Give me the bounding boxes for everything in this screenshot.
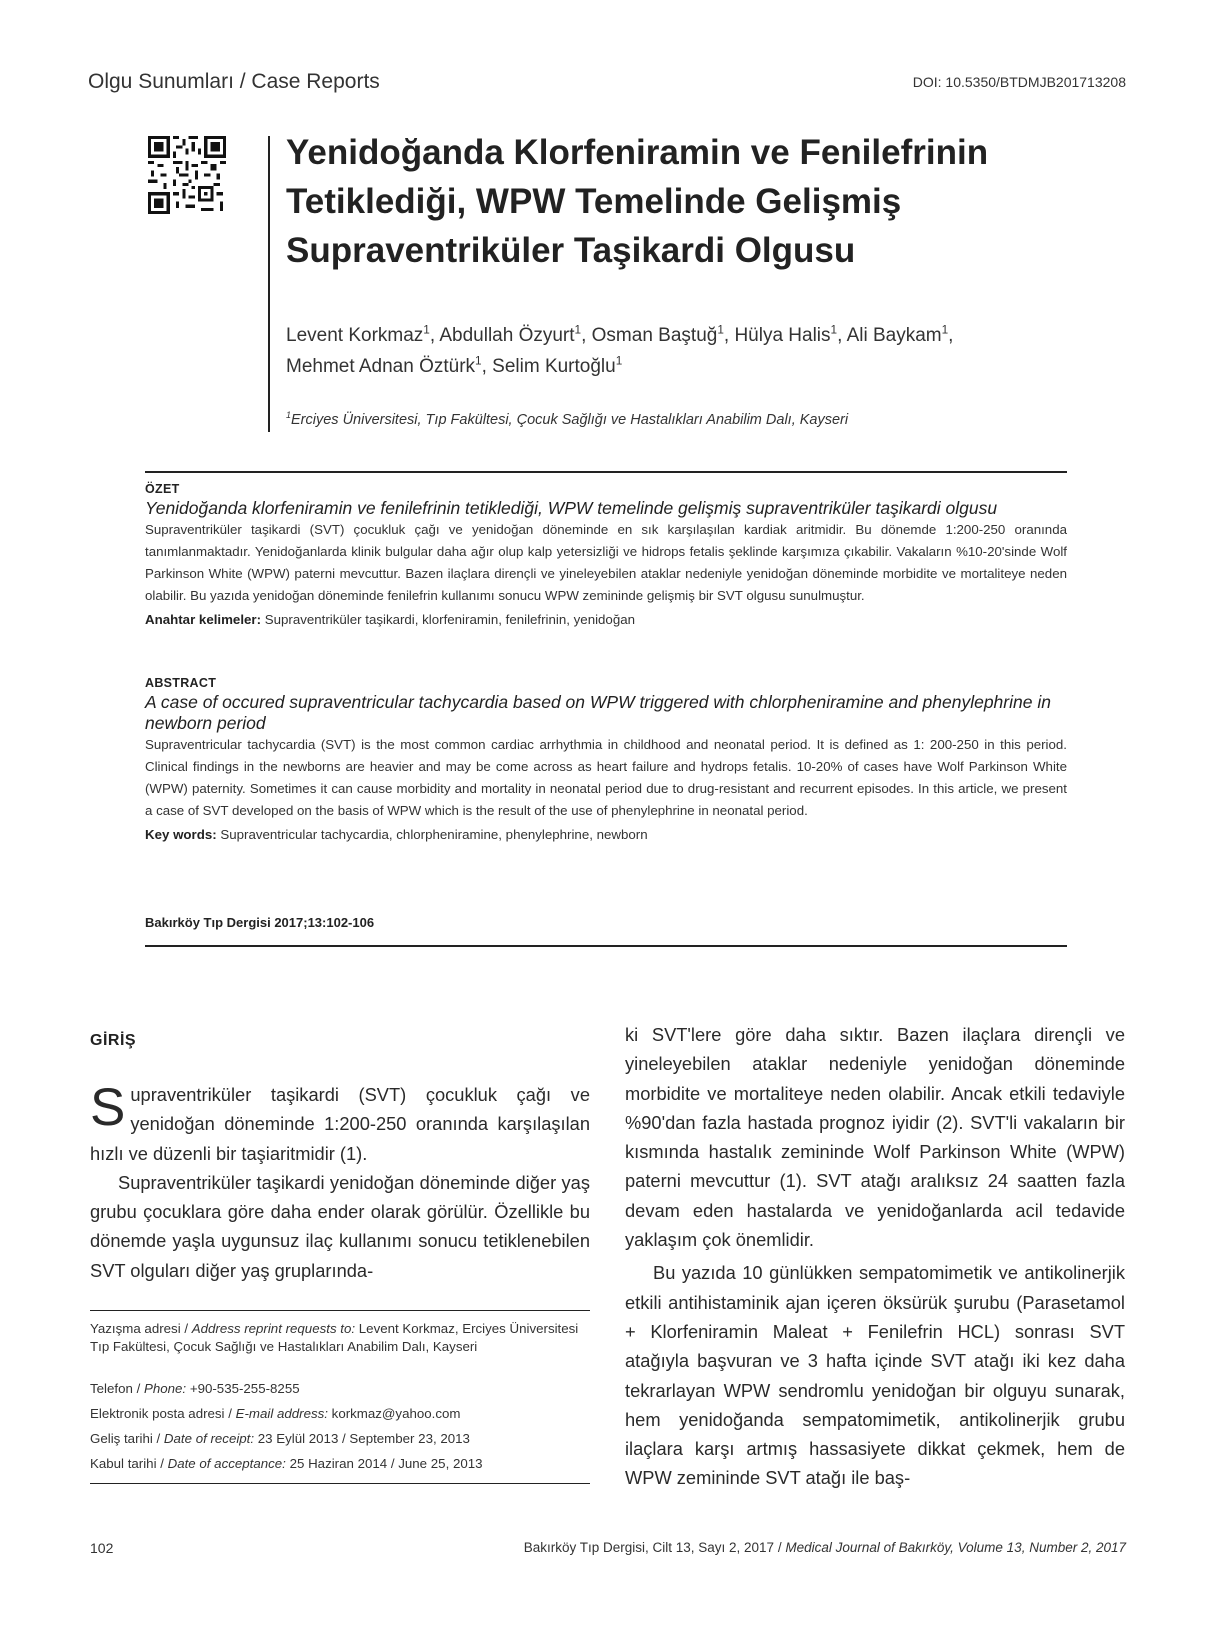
- author-line: [286, 351, 1076, 382]
- author-separator: ,: [723, 325, 735, 346]
- correspondence-phone: [90, 1380, 590, 1398]
- title-rule: [268, 136, 270, 432]
- affiliation-text: Erciyes Üniversitesi, Tıp Fakültesi, Çocuk Sağlığı ve Hastalıkları Anabilim Dalı, Kayseri: [291, 412, 849, 428]
- footnote-value: 25 Haziran 2014 / June 25, 2013: [285, 1456, 483, 1471]
- affiliation-mark: 1: [830, 323, 838, 337]
- footnote-label-en: E-mail address:: [235, 1406, 328, 1421]
- affiliation-mark: 1: [286, 410, 291, 421]
- journal-citation: Bakırköy Tıp Dergisi 2017;13:102-106: [145, 915, 375, 930]
- qr-code-icon: [148, 136, 226, 214]
- footnote-label: Geliş tarihi /: [90, 1431, 164, 1446]
- affiliation-mark: 1: [615, 354, 623, 368]
- ozet-body: Supraventriküler taşikardi (SVT) çocukluk çağı ve yenidoğan döneminde en sık karşılaşılan kardiak aritmidir. Bu dönemde 1:200-250 oranında tanımlanmaktadır. Yenidoğanlarda klinik bulgular daha ağır olup kalp yetersizliği ve hidrops fetalis şeklinde karşımıza çıkabilir. Vakaların %10-20'sinde Wolf Parkinson White (WPW) paterni mevcuttur. Bazen ilaçlara dirençli ve yineleyebilen ataklar nedeniyle yenidoğan döneminde morbidite ve mortaliteye neden olabilir. Bu yazıda yenidoğan döneminde fenilefrin kullanımı sonucu WPW zemininde gelişmiş bir SVT olgusu sunulmuştur.: [145, 522, 1067, 603]
- abstract-body: Supraventricular tachycardia (SVT) is the most common cardiac arrhythmia in childhood and neonatal period. It is defined as 1: 200-250 in this period. Clinical findings in the newborns are heavier and may be come across as heart failure and hydrops fetalis. 10-20% of cases have Wolf Parkinson White (WPW) paternity. Sometimes it can cause morbidity and mortality in neonatal period due to drug-resistant and recurrent episodes. In this article, we present a case of SVT developed on the basis of WPW which is the result of the use of phenylephrine in neonatal period.: [145, 737, 1067, 818]
- body-paragraph: Supraventriküler taşikardi yenidoğan döneminde diğer yaş grubu çocuklara göre daha ender olarak görülür. Özellikle bu dönemde yaşla uygunsuz ilaç kullanımı sonucu tetiklenebilen SVT olguları diğer yaş gruplarında-: [90, 1171, 590, 1281]
- ozet-keywords: [145, 609, 1067, 631]
- drop-cap: S: [90, 1078, 126, 1137]
- footnote-label-en: Address reprint requests to:: [191, 1321, 356, 1336]
- author-separator: ,: [481, 356, 493, 377]
- footnote-label-en: Phone:: [143, 1381, 187, 1396]
- date-of-receipt: [90, 1430, 590, 1448]
- author: Abdullah Özyurt: [439, 325, 575, 346]
- body-column-right: [625, 1020, 1125, 1493]
- footnote-label-en: Date of acceptance:: [167, 1456, 286, 1471]
- footnote-value: +90-535-255-8255: [186, 1381, 300, 1396]
- author-separator: ,: [581, 325, 592, 346]
- author: Osman Baştuğ: [591, 325, 718, 346]
- footnote-rule: [90, 1310, 590, 1311]
- footnote-label: Telefon /: [90, 1381, 144, 1396]
- date-of-acceptance: [90, 1455, 590, 1473]
- body-paragraph: [90, 1080, 590, 1168]
- affiliation-mark: 1: [574, 323, 582, 337]
- page-number: 102: [90, 1540, 114, 1556]
- journal-name-en: Medical Journal of Bakırköy, Volume 13, Number 2, 2017: [785, 1540, 1126, 1555]
- keywords-text: Supraventriküler taşikardi, klorfeniramin, fenilefrinin, yenidoğan: [264, 612, 636, 627]
- abstract-bottom-rule: [145, 945, 1067, 947]
- affiliation-mark: 1: [717, 323, 724, 337]
- section-heading: GİRİŞ: [90, 1032, 137, 1049]
- footnote-value: Levent Korkmaz, Erciyes Üniversitesi Tıp Fakültesi, Çocuk Sağlığı ve Hastalıkları Anabilim Dalı, Kayseri: [90, 1321, 579, 1354]
- paragraph-text: upraventriküler taşikardi (SVT) çocukluk çağı ve yenidoğan döneminde 1:200-250 oranında karşılaşılan hızlı ve düzenli bir taşiaritmidir (1).: [90, 1084, 590, 1164]
- doi: DOI: 10.5350/BTDMJB201713208: [912, 74, 1126, 90]
- author-line: [286, 320, 1076, 351]
- ozet-subtitle: Yenidoğanda klorfeniramin ve fenilefrinin tetiklediği, WPW temelinde gelişmiş supraventriküler taşikardi olgusu: [145, 498, 998, 518]
- abstract-heading: ABSTRACT: [145, 676, 217, 690]
- ozet-heading: ÖZET: [145, 482, 180, 496]
- body-paragraph: ki SVT'lere göre daha sıktır. Bazen ilaçlara dirençli ve yineleyebilen ataklar nedeniyle yenidoğan döneminde morbidite ve mortaliteye neden olabilir. Ancak etkili tedaviyle %90'dan fazla hastada prognoz iyidir (2). SVT'li vakaların bir kısmında hastalık zemininde Wolf Parkinson White (WPW) paterni mevcuttur (1). SVT atağı aralıksız 24 saatten fazla devam eden hastalarda ve yenidoğanlarda acil tedavide yaklaşım çok önemlidir.: [625, 1024, 1125, 1251]
- author-list: [286, 320, 1076, 382]
- affiliation-mark: 1: [941, 323, 949, 337]
- keywords-label: Key words:: [145, 827, 217, 842]
- body-column-left: [90, 1080, 590, 1285]
- author: Levent Korkmaz: [286, 325, 424, 346]
- affiliation-mark: 1: [475, 354, 482, 368]
- keywords-text: Supraventricular tachycardia, chlorpheniramine, phenylephrine, newborn: [220, 827, 648, 842]
- affiliation-mark: 1: [423, 323, 430, 337]
- footnote-label: Kabul tarihi /: [90, 1456, 168, 1471]
- footnote-value: korkmaz@yahoo.com: [327, 1406, 461, 1421]
- footnote-value: 23 Eylül 2013 / September 23, 2013: [254, 1431, 470, 1446]
- article-title: [286, 128, 1106, 275]
- affiliation: [286, 412, 848, 428]
- author-separator: ,: [948, 325, 954, 346]
- correspondence-email: [90, 1405, 590, 1423]
- title-line: Tetiklediği, WPW Temelinde Gelişmiş: [286, 182, 902, 221]
- author: Mehmet Adnan Öztürk: [286, 356, 476, 377]
- abstract-section: [145, 676, 1067, 846]
- author: Selim Kurtoğlu: [492, 356, 616, 377]
- abstract-keywords: [145, 824, 1067, 846]
- footnote-label-en: Date of receipt:: [163, 1431, 255, 1446]
- keywords-label: Anahtar kelimeler:: [145, 612, 262, 627]
- author-separator: ,: [837, 325, 847, 346]
- abstract-top-rule: [145, 471, 1067, 473]
- title-line: Supraventriküler Taşikardi Olgusu: [286, 231, 856, 270]
- body-paragraph: Bu yazıda 10 günlükken sempatomimetik ve antikolinerjik etkili antihistaminik ajan içeren öksürük şurubu (Parasetamol + Klorfeniramin Maleat + Fenilefrin HCL) sonrası SVT atağıyla başvuran ve 3 hafta içinde SVT atağı iki kez daha tekrarlayan WPW sendromlu yenidoğan bir olguyu sunarak, hem yenidoğanda sempatomimetik, antikolinerjik grubu ilaçlara karşı artmış hassasiyete dikkat çekmek, hem de WPW zemininde SVT atağı ile baş-: [625, 1262, 1125, 1489]
- section-label: Olgu Sunumları / Case Reports: [88, 70, 380, 93]
- ozet-section: [145, 482, 1067, 631]
- correspondence-address: [90, 1320, 590, 1355]
- author: Hülya Halis: [734, 325, 831, 346]
- footnote-bottom-rule: [90, 1483, 590, 1484]
- journal-name-tr: Bakırköy Tıp Dergisi, Cilt 13, Sayı 2, 2017 /: [523, 1540, 786, 1555]
- footnote-label: Yazışma adresi /: [90, 1321, 192, 1336]
- footnote-label: Elektronik posta adresi /: [90, 1406, 236, 1421]
- abstract-subtitle: A case of occured supraventricular tachycardia based on WPW triggered with chlorpheniramine and phenylephrine in newborn period: [145, 692, 1051, 733]
- journal-footer: [524, 1540, 1126, 1555]
- author: Ali Baykam: [846, 325, 942, 346]
- title-line: Yenidoğanda Klorfeniramin ve Fenilefrinin: [286, 133, 989, 172]
- author-separator: ,: [429, 325, 440, 346]
